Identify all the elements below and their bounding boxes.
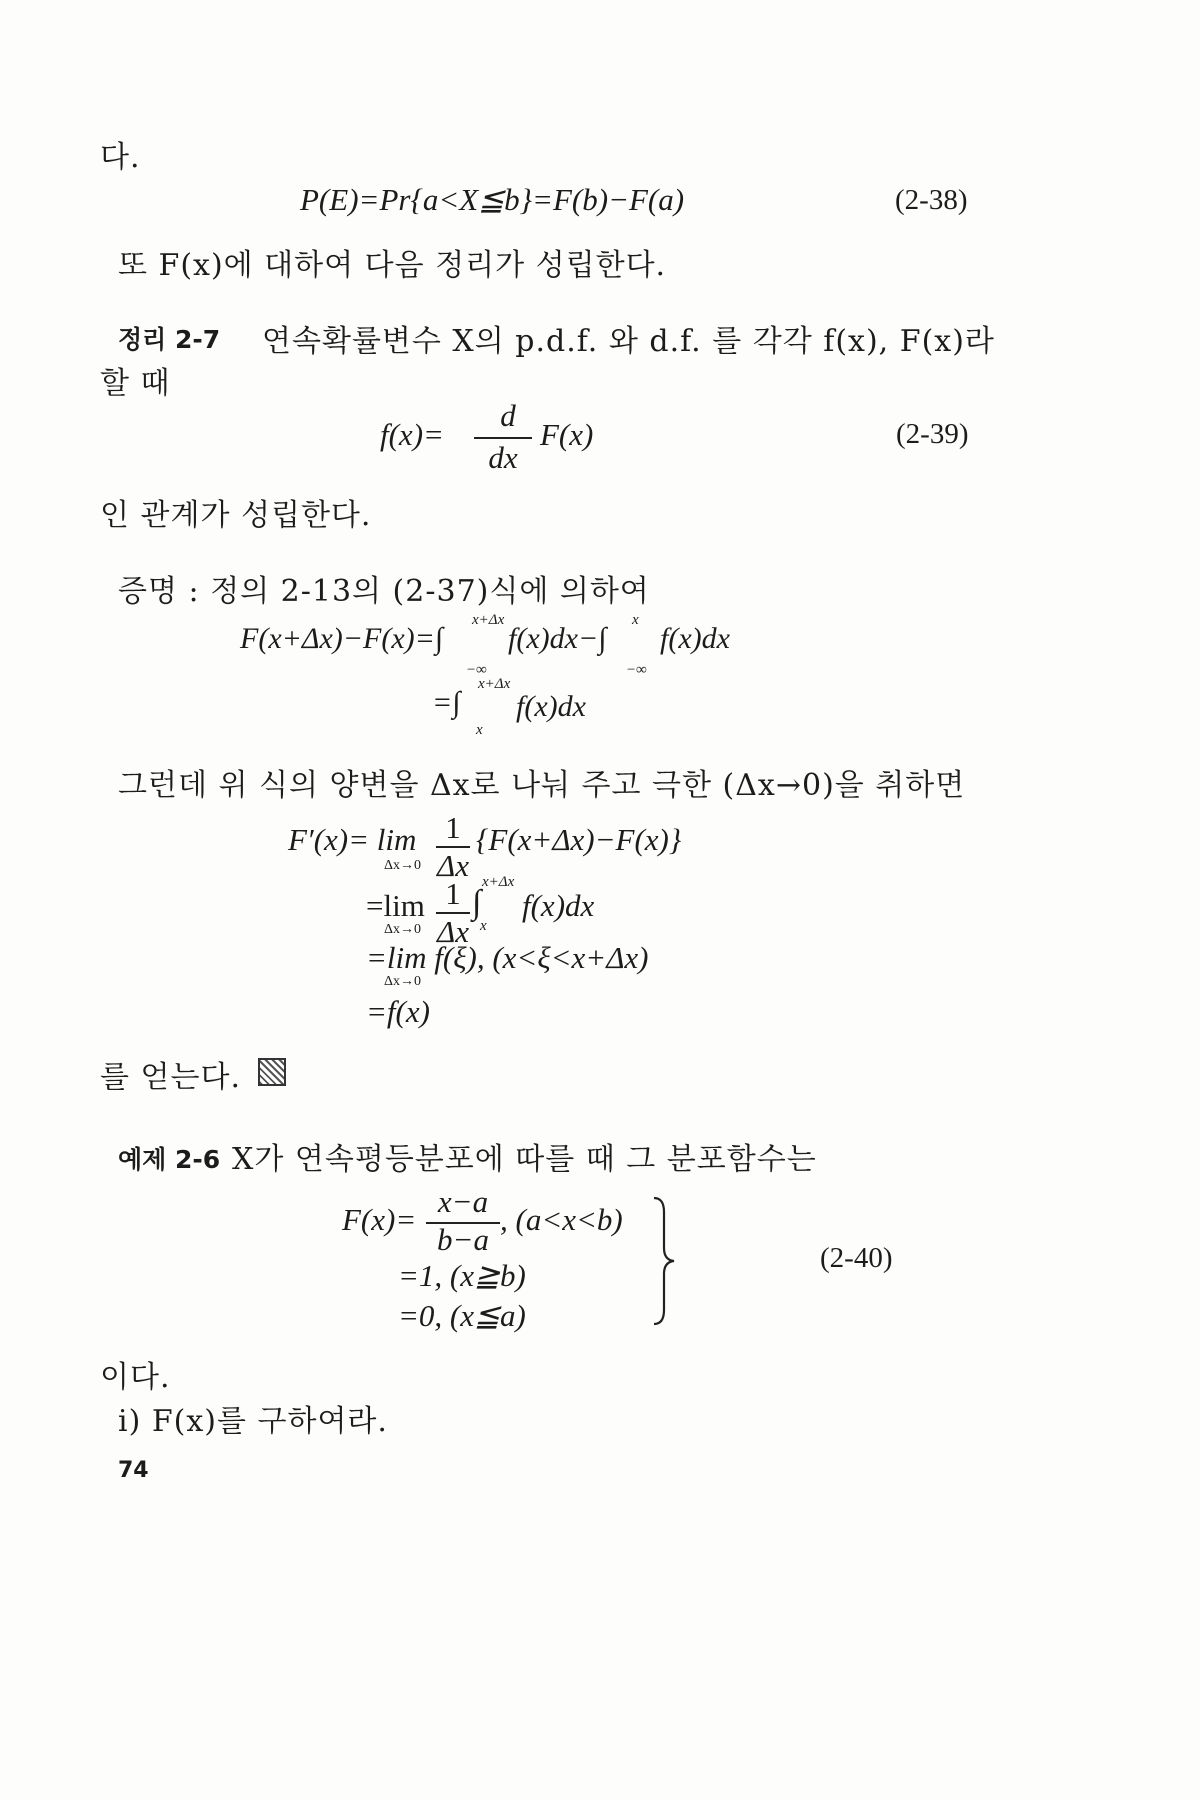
limit-subscript: Δx→0 <box>384 974 422 989</box>
proof-equation-line: =∫ <box>432 686 461 719</box>
proof-equation-line: F(x+Δx)−F(x)=∫ <box>240 622 444 655</box>
derivative-line: F′(x)= lim <box>288 822 417 857</box>
integral-upper-limit: x+Δx <box>472 612 505 628</box>
text-line: 를 얻는다. <box>100 1060 241 1095</box>
integral-upper-limit: x <box>632 612 639 628</box>
equation-2-39-rhs: F(x) <box>540 417 594 452</box>
text-line: 다. <box>100 140 141 175</box>
example-label: 예제 2-6 <box>118 1145 221 1174</box>
integral-lower-limit: −∞ <box>626 662 647 678</box>
distribution-line: F(x)= <box>342 1202 417 1237</box>
equation-number: (2-38) <box>895 184 968 216</box>
equation-2-38: P(E)=Pr{a<X≦b}=F(b)−F(a) <box>300 182 685 217</box>
fraction-numerator: 1 <box>445 876 461 911</box>
right-brace <box>650 1196 680 1326</box>
limit-subscript: Δx→0 <box>384 922 422 937</box>
fraction-bar <box>474 437 532 439</box>
derivative-part: f(x)dx <box>522 888 595 923</box>
fraction-numerator: 1 <box>445 810 461 845</box>
page-number: 74 <box>118 1458 149 1483</box>
theorem-text: 할 때 <box>100 366 171 401</box>
question-item: i) F(x)를 구하여라. <box>118 1404 388 1439</box>
fraction-denominator: dx <box>488 440 518 475</box>
text-line: 또 F(x)에 대하여 다음 정리가 성립한다. <box>118 248 667 283</box>
fraction-denominator: Δx <box>437 848 469 883</box>
theorem-label: 정리 2-7 <box>118 325 221 354</box>
equation-number: (2-40) <box>820 1242 893 1274</box>
proof-equation-part: f(x)dx <box>516 690 586 723</box>
text-line: 그런데 위 식의 양변을 Δx로 나눠 주고 극한 (Δx→0)을 취하면 <box>118 768 966 803</box>
limit-subscript: Δx→0 <box>384 858 422 873</box>
proof-equation-part: f(x)dx−∫ <box>508 622 607 655</box>
fraction-denominator: b−a <box>437 1222 489 1257</box>
fraction-numerator: x−a <box>437 1184 489 1219</box>
integral-upper-limit: x+Δx <box>478 676 511 692</box>
distribution-line: =1, (x≧b) <box>398 1258 526 1293</box>
fraction-denominator: Δx <box>437 914 469 949</box>
fraction-numerator: d <box>500 398 516 433</box>
derivative-line: =f(x) <box>366 994 430 1029</box>
integral-lower-limit: x <box>480 918 487 934</box>
integral-lower-limit: −∞ <box>466 662 487 678</box>
text-line: 이다. <box>100 1360 171 1395</box>
example-text: X가 연속평등분포에 따를 때 그 분포함수는 <box>232 1142 817 1177</box>
qed-symbol <box>258 1058 286 1086</box>
integral-upper-limit: x+Δx <box>482 874 515 890</box>
derivative-part: {F(x+Δx)−F(x)} <box>476 822 682 857</box>
equation-2-39-lhs: f(x)= <box>380 417 444 452</box>
integral-sign: ∫ <box>472 884 482 921</box>
distribution-line: =0, (x≦a) <box>398 1298 526 1333</box>
proof-intro: 증명 : 정의 2-13의 (2-37)식에 의하여 <box>118 574 650 609</box>
proof-equation-part: f(x)dx <box>660 622 730 655</box>
equation-number: (2-39) <box>896 418 969 450</box>
derivative-line: =lim f(ξ), (x<ξ<x+Δx) <box>366 940 649 975</box>
derivative-line: =lim <box>366 888 425 923</box>
integral-lower-limit: x <box>476 722 483 738</box>
text-line: 인 관계가 성립한다. <box>100 498 372 533</box>
theorem-text: 연속확률변수 X의 p.d.f. 와 d.f. 를 각각 f(x), F(x)라 <box>262 324 995 359</box>
distribution-condition: , (a<x<b) <box>500 1202 623 1237</box>
